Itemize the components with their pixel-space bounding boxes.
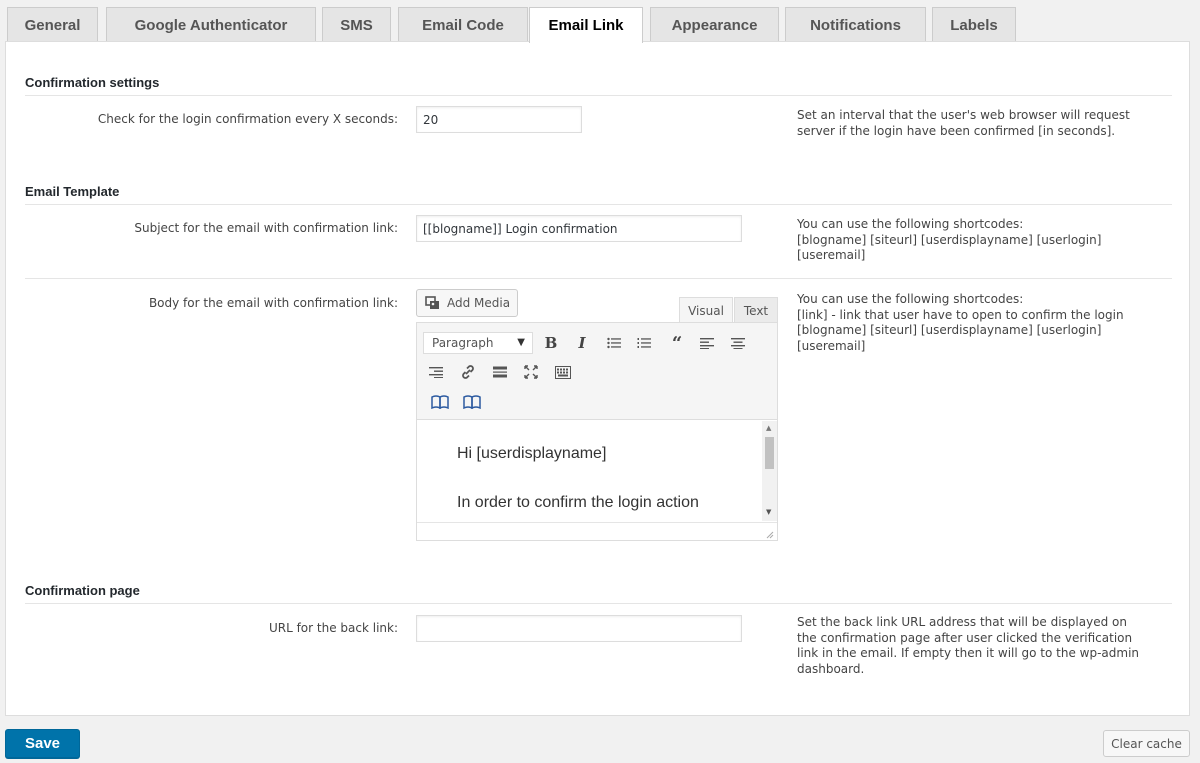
- italic-icon[interactable]: I: [578, 334, 586, 352]
- align-center-icon[interactable]: [727, 332, 749, 354]
- help-line: [link] - link that user have to open to confirm the login: [797, 307, 1124, 322]
- tab-labels[interactable]: Labels: [932, 7, 1016, 42]
- scroll-up-icon[interactable]: ▲: [766, 424, 772, 432]
- format-select[interactable]: [423, 332, 533, 354]
- back-link-label: URL for the back link:: [268, 621, 398, 635]
- section-title-confirmation-settings: Confirmation settings: [25, 75, 160, 90]
- help-line: [blogname] [siteurl] [userdisplayname] [userlogin] [useremail]: [797, 323, 1102, 353]
- editor-status-bar: [417, 522, 777, 540]
- divider: [25, 603, 1172, 604]
- chevron-down-icon: ▼: [517, 337, 525, 348]
- editor-tab-text[interactable]: Text: [734, 297, 778, 323]
- body-line: In order to confirm the login action: [457, 494, 699, 511]
- body-label: Body for the email with confirmation link:: [148, 296, 398, 310]
- save-button[interactable]: Save: [5, 729, 80, 758]
- rich-text-editor: [416, 322, 778, 541]
- editor-toolbar: [417, 323, 777, 420]
- divider: [25, 95, 1172, 96]
- back-link-input[interactable]: [416, 615, 742, 642]
- book-icon[interactable]: [461, 391, 483, 413]
- add-media-label: Add Media: [447, 296, 511, 310]
- body-help-text: [797, 292, 1142, 354]
- add-media-icon: [425, 296, 441, 310]
- numbered-list-icon[interactable]: [633, 332, 655, 354]
- read-more-icon[interactable]: [489, 361, 511, 383]
- interval-input[interactable]: 20: [416, 106, 582, 133]
- help-line: [blogname] [siteurl] [userdisplayname] [userlogin] [useremail]: [797, 232, 1102, 262]
- interval-help-text: Set an interval that the user's web browser will request server if the login have been confirmed [in seconds].: [797, 108, 1130, 138]
- align-right-icon[interactable]: [425, 361, 447, 383]
- subject-input[interactable]: [[blogname]] Login confirmation: [416, 215, 742, 242]
- fullscreen-icon[interactable]: [520, 361, 542, 383]
- bullet-list-icon[interactable]: [603, 332, 625, 354]
- settings-panel: [5, 41, 1190, 716]
- tab-google-authenticator[interactable]: Google Authenticator: [106, 7, 316, 42]
- interval-label: Check for the login confirmation every X seconds:: [97, 112, 398, 126]
- scroll-thumb[interactable]: [765, 437, 774, 469]
- divider: [25, 204, 1172, 205]
- section-title-email-template: Email Template: [25, 184, 120, 199]
- back-link-help-text: Set the back link URL address that will be displayed on the confirmation page after user clicked the verification link in the email. If empty then it will go to the wp-admin dashboard.: [797, 615, 1140, 676]
- tab-notifications[interactable]: Notifications: [785, 7, 926, 42]
- tab-appearance[interactable]: Appearance: [650, 7, 779, 42]
- subject-label: Subject for the email with confirmation link:: [134, 221, 398, 235]
- body-line: Hi [userdisplayname]: [457, 445, 607, 462]
- scroll-down-icon[interactable]: ▼: [766, 508, 772, 516]
- bold-icon[interactable]: B: [544, 334, 558, 352]
- format-select-value: Paragraph: [432, 336, 494, 350]
- book-icon[interactable]: [429, 391, 451, 413]
- toolbar-toggle-icon[interactable]: [552, 361, 574, 383]
- clear-cache-button[interactable]: Clear cache: [1103, 730, 1190, 757]
- add-media-button[interactable]: [416, 289, 518, 317]
- blockquote-icon[interactable]: “: [671, 332, 683, 354]
- divider: [25, 278, 1172, 279]
- tab-sms[interactable]: SMS: [322, 7, 391, 42]
- editor-tab-visual[interactable]: Visual: [679, 297, 733, 323]
- editor-content[interactable]: [417, 421, 762, 521]
- help-line: You can use the following shortcodes:: [797, 217, 1024, 231]
- resize-handle-icon[interactable]: [766, 528, 774, 536]
- tab-email-link[interactable]: Email Link: [529, 7, 643, 43]
- subject-help-text: [797, 217, 1142, 264]
- editor-scrollbar[interactable]: [762, 421, 777, 521]
- tab-email-code[interactable]: Email Code: [398, 7, 528, 42]
- help-line: You can use the following shortcodes:: [797, 292, 1024, 306]
- tab-general[interactable]: General: [7, 7, 98, 42]
- section-title-confirmation-page: Confirmation page: [25, 583, 140, 598]
- link-icon[interactable]: [457, 361, 479, 383]
- align-left-icon[interactable]: [696, 332, 718, 354]
